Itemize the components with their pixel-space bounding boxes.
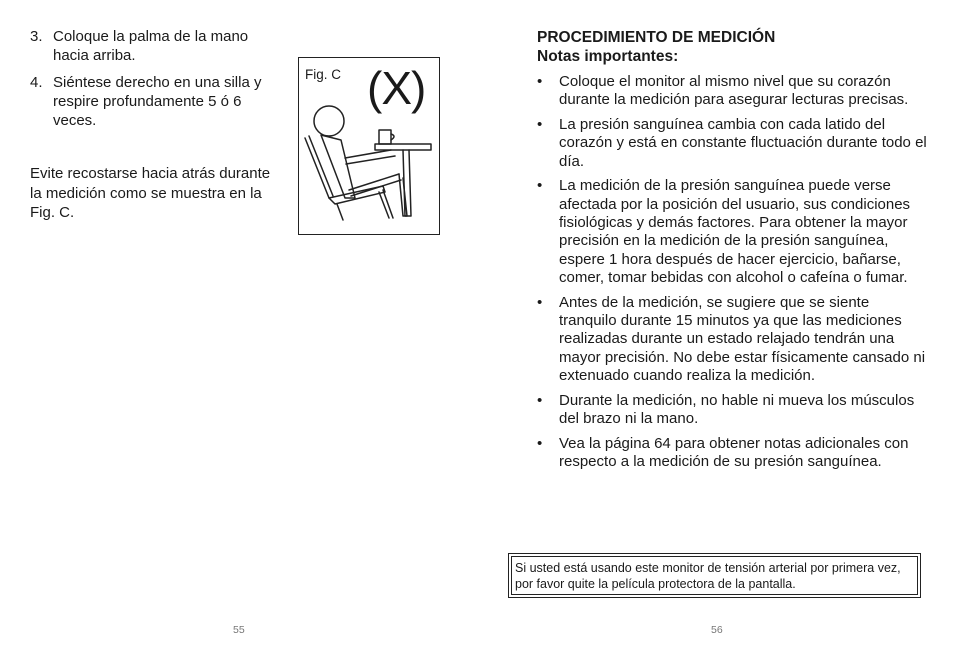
list-item-text: La medición de la presión sanguínea puede verse afectada por la posición del usuario, sus condiciones fisiológicas y demás factores. Para obtener la mayor precisión en la medición de la presión sanguínea, espere 1 hora después de hacer ejercicio, bañarse, comer, tomar bebidas con alcohol o cafeína o fumar.: [559, 177, 911, 286]
figure-c: [298, 57, 440, 235]
incorrect-mark: (X): [367, 62, 426, 114]
list-item: [537, 392, 927, 429]
step-list: [30, 27, 275, 138]
step-number: 4.: [30, 74, 43, 91]
notice-box: [508, 553, 921, 598]
bullet-icon: •: [537, 73, 543, 90]
step-item: [30, 73, 275, 130]
step-text: Siéntese derecho en una silla y respire profundamente 5 ó 6 veces.: [53, 74, 262, 129]
bullet-icon: •: [537, 434, 543, 452]
page-number: 56: [711, 624, 723, 636]
bullet-icon: •: [537, 293, 543, 311]
list-item: [537, 177, 927, 287]
bullet-icon: •: [537, 391, 543, 409]
list-item: [537, 435, 927, 472]
notice-text: Si usted está usando este monitor de tensión arterial por primera vez, por favor quite la película protectora de la pantalla.: [511, 556, 918, 595]
page-number: 55: [233, 624, 245, 636]
list-item-text: Durante la medición, no hable ni mueva los músculos del brazo ni la mano.: [559, 391, 915, 428]
bullet-icon: •: [537, 177, 543, 195]
list-item: [537, 116, 927, 171]
list-item-text: Coloque el monitor al mismo nivel que su corazón durante la medición para asegurar lecturas precisas.: [559, 73, 909, 109]
notes-list: [537, 73, 927, 478]
section-title: PROCEDIMIENTO DE MEDICIÓN: [537, 29, 776, 46]
posture-note: Evite recostarse hacia atrás durante la medición como se muestra en la Fig. C.: [30, 165, 271, 221]
right-page: [477, 0, 954, 656]
list-item: [537, 294, 927, 385]
list-item-text: Vea la página 64 para obtener notas adicionales con respecto a la medición de su presión sanguínea.: [559, 434, 909, 471]
step-number: 3.: [30, 28, 43, 45]
section-subtitle: Notas importantes:: [537, 48, 679, 65]
step-text: Coloque la palma de la mano hacia arriba.: [53, 28, 249, 64]
list-item-text: La presión sanguínea cambia con cada latido del corazón y está en constante fluctuación durante todo el día.: [559, 116, 927, 170]
bullet-icon: •: [537, 116, 543, 134]
figure-label: Fig. C: [305, 67, 342, 82]
list-item-text: Antes de la medición, se sugiere que se siente tranquilo durante 15 minutos ya que las mediciones realizadas durante un estado relajado tendrán una mayor precisión. No debe estar físicamente cansado ni extenuado cuando realiza la medición.: [559, 293, 926, 384]
list-item: [537, 73, 927, 110]
step-item: [30, 27, 275, 65]
